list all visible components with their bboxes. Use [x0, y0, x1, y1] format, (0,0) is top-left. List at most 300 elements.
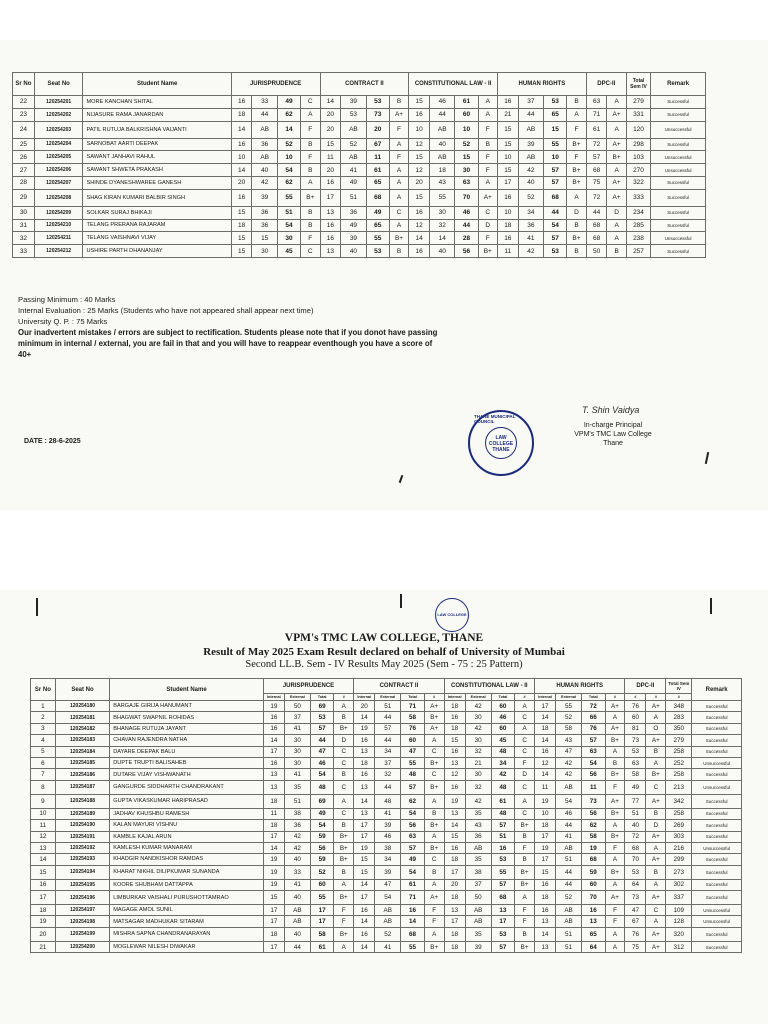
external-marks-cell: 41 [375, 808, 401, 819]
grade-cell: F [515, 916, 535, 927]
total-marks-cell: 11 [366, 151, 389, 164]
sr-no-cell: 14 [31, 854, 56, 865]
grand-total-cell: 312 [666, 941, 692, 952]
remark-cell: Successful [651, 176, 706, 189]
dpc-grade-cell: A+ [646, 854, 666, 865]
grade-cell: B+ [334, 927, 354, 941]
seat-no-cell: 120254198 [55, 916, 109, 927]
internal-marks-cell: 14 [444, 820, 465, 831]
grade-cell: B [567, 96, 587, 109]
sr-no-cell: 16 [31, 879, 56, 890]
remark-cell: Unsuccessful [692, 842, 742, 853]
col-total: Total Sem IV [626, 73, 650, 96]
dpc-grade-cell: A [607, 232, 626, 245]
total-marks-cell: 56 [401, 820, 425, 831]
col-total: Total Sem IV [666, 679, 692, 694]
note-university: University Q. P. : 75 Marks [18, 317, 108, 326]
dpc-marks-cell: 47 [625, 905, 646, 916]
internal-marks-cell: 16 [409, 245, 430, 258]
grand-total-cell: 298 [626, 138, 650, 151]
subheader-cell: Internal [444, 694, 465, 701]
student-name-cell: BHAGWAT SWAPNIL ROHIDAS [110, 712, 264, 723]
subheader-cell: Internal [263, 694, 284, 701]
grade-cell: C [515, 746, 535, 757]
dpc-marks-cell: 77 [625, 794, 646, 808]
student-name-cell: USHIRE PARTH DHANANJAY [83, 245, 231, 258]
internal-marks-cell: 19 [263, 865, 284, 879]
grade-cell: B+ [605, 769, 625, 780]
student-name-cell: GUPTA VIKASKUMAR HARIPRASAD [110, 794, 264, 808]
dpc-marks-cell: 51 [625, 808, 646, 819]
internal-marks-cell: 15 [263, 891, 284, 905]
total-marks-cell: 16 [401, 905, 425, 916]
total-marks-cell: 54 [582, 757, 606, 768]
col-seat-no: Seat No [34, 73, 83, 96]
internal-marks-cell: 15 [354, 854, 375, 865]
grade-cell: A [389, 138, 409, 151]
sr-no-cell: 32 [13, 232, 35, 245]
grade-cell: B+ [334, 842, 354, 853]
dpc-grade-cell: B+ [607, 151, 626, 164]
grade-cell: B+ [567, 176, 587, 189]
grand-total-cell: 258 [666, 769, 692, 780]
external-marks-cell: 44 [556, 865, 582, 879]
external-marks-cell: 42 [556, 757, 582, 768]
internal-marks-cell: 13 [354, 780, 375, 794]
total-marks-cell: 55 [401, 941, 425, 952]
internal-marks-cell: 19 [263, 701, 284, 712]
total-marks-cell: 17 [310, 905, 334, 916]
external-marks-cell: 51 [556, 927, 582, 941]
student-name-cell: SARNOBAT AARTI DEEPAK [83, 138, 231, 151]
internal-marks-cell: 14 [354, 879, 375, 890]
grand-total-cell: 285 [626, 219, 650, 232]
total-marks-cell: 60 [401, 735, 425, 746]
grade-cell: B+ [605, 808, 625, 819]
total-marks-cell: 57 [544, 164, 567, 177]
internal-marks-cell: 13 [535, 941, 556, 952]
total-marks-cell: 20 [366, 121, 389, 138]
internal-marks-cell: 13 [444, 757, 465, 768]
college-stamp-small: LAW COLLEGE [435, 598, 469, 632]
subheader-cell: Total [310, 694, 334, 701]
external-marks-cell: 41 [284, 723, 310, 734]
remark-cell: Successful [651, 245, 706, 258]
table-row [31, 757, 742, 768]
total-marks-cell: 46 [455, 206, 478, 219]
internal-marks-cell: 16 [231, 138, 252, 151]
total-marks-cell: 59 [310, 831, 334, 842]
dpc-marks-cell: 53 [625, 865, 646, 879]
grand-total-cell: 257 [626, 245, 650, 258]
external-marks-cell: 39 [375, 865, 401, 879]
external-marks-cell: 52 [375, 927, 401, 941]
total-marks-cell: 58 [401, 712, 425, 723]
grand-total-cell: 322 [626, 176, 650, 189]
total-marks-cell: 10 [277, 151, 300, 164]
dpc-marks-cell: 68 [586, 219, 607, 232]
total-marks-cell: 46 [310, 757, 334, 768]
internal-marks-cell: 17 [263, 941, 284, 952]
table-row [31, 865, 742, 879]
dpc-grade-cell: A [646, 712, 666, 723]
col-remark: Remark [651, 73, 706, 96]
internal-marks-cell: 20 [354, 701, 375, 712]
total-marks-cell: 57 [401, 842, 425, 853]
external-marks-cell: 44 [518, 108, 544, 121]
notes-block [18, 294, 438, 360]
internal-marks-cell: 14 [231, 121, 252, 138]
total-marks-cell: 60 [491, 701, 515, 712]
sr-no-cell: 6 [31, 757, 56, 768]
grade-cell: A [389, 219, 409, 232]
total-marks-cell: 45 [491, 735, 515, 746]
total-marks-cell: 63 [401, 831, 425, 842]
table-row [31, 746, 742, 757]
internal-marks-cell: 20 [320, 108, 341, 121]
total-marks-cell: 16 [491, 842, 515, 853]
external-marks-cell: AB [375, 905, 401, 916]
dpc-marks-cell: 57 [586, 151, 607, 164]
external-marks-cell: 34 [375, 854, 401, 865]
subheader-cell: # [424, 694, 444, 701]
internal-marks-cell: 16 [263, 723, 284, 734]
student-name-cell: KHARAT NIKHIL DILIPKUMAR SUNANDA [110, 865, 264, 879]
dpc-marks-cell: 64 [625, 879, 646, 890]
external-marks-cell: 51 [284, 794, 310, 808]
external-marks-cell: AB [429, 151, 455, 164]
grade-cell: A [605, 941, 625, 952]
dpc-grade-cell: B [646, 865, 666, 879]
external-marks-cell: AB [465, 905, 491, 916]
total-marks-cell: 61 [366, 164, 389, 177]
scan-mark [705, 452, 709, 464]
col-jurisprudence: JURISPRUDENCE [231, 73, 320, 96]
internal-marks-cell: 10 [409, 121, 430, 138]
grade-cell: C [515, 808, 535, 819]
total-marks-cell: 17 [491, 916, 515, 927]
col-human-rights: HUMAN RIGHTS [497, 73, 586, 96]
student-name-cell: SAWANT JANHAVI RAHUL [83, 151, 231, 164]
external-marks-cell: 52 [518, 189, 544, 206]
internal-marks-cell: 12 [535, 757, 556, 768]
internal-marks-cell: 14 [535, 927, 556, 941]
total-marks-cell: 60 [582, 879, 606, 890]
external-marks-cell: 34 [518, 206, 544, 219]
grade-cell: B [334, 820, 354, 831]
internal-marks-cell: 16 [497, 96, 518, 109]
dpc-grade-cell: A [646, 757, 666, 768]
grade-cell: A+ [605, 794, 625, 808]
table-row [31, 712, 742, 723]
subheader-cell: # [515, 694, 535, 701]
grade-cell: C [301, 96, 320, 109]
external-marks-cell: 40 [518, 176, 544, 189]
grade-cell: B+ [478, 245, 497, 258]
scan-mark [399, 475, 404, 483]
student-name-cell: KAMLESH KUMAR MANARAM [110, 842, 264, 853]
external-marks-cell: 42 [284, 842, 310, 853]
internal-marks-cell: 18 [263, 794, 284, 808]
internal-marks-cell: 17 [320, 189, 341, 206]
student-name-cell: KHADGIR NANDKISHOR RAMDAS [110, 854, 264, 865]
internal-marks-cell: 20 [320, 164, 341, 177]
dpc-grade-cell: B+ [646, 769, 666, 780]
grade-cell: B+ [515, 941, 535, 952]
seat-no-cell: 120254188 [55, 794, 109, 808]
note-internal: Internal Evaluation : 25 Marks (Students who have not appeared shall appear next time) [18, 306, 314, 315]
internal-marks-cell: 19 [354, 723, 375, 734]
grand-total-cell: 238 [626, 232, 650, 245]
total-marks-cell: 56 [310, 842, 334, 853]
grade-cell: A [515, 723, 535, 734]
student-name-cell: CHAVAN RAJENDRA NATHA [110, 735, 264, 746]
table-row [31, 854, 742, 865]
external-marks-cell: 33 [252, 96, 278, 109]
dpc-grade-cell: B [646, 746, 666, 757]
grand-total-cell: 270 [626, 164, 650, 177]
dpc-marks-cell: 40 [625, 820, 646, 831]
external-marks-cell: AB [556, 916, 582, 927]
grand-total-cell: 331 [626, 108, 650, 121]
sr-no-cell: 1 [31, 701, 56, 712]
dpc-marks-cell: 68 [586, 232, 607, 245]
sr-no-cell: 8 [31, 780, 56, 794]
student-name-cell: DUTARE VIJAY VISHWANATH [110, 769, 264, 780]
dpc-grade-cell: A+ [607, 176, 626, 189]
internal-marks-cell: 20 [444, 879, 465, 890]
total-marks-cell: 48 [401, 769, 425, 780]
seat-no-cell: 120254191 [55, 831, 109, 842]
grand-total-cell: 299 [666, 854, 692, 865]
table-row [13, 245, 706, 258]
external-marks-cell: 42 [465, 723, 491, 734]
principal-city: Thane [603, 440, 623, 447]
total-marks-cell: 70 [582, 891, 606, 905]
note-passing: Passing Minimum : 40 Marks [18, 295, 116, 304]
external-marks-cell: AB [556, 780, 582, 794]
total-marks-cell: 60 [310, 879, 334, 890]
internal-marks-cell: 11 [535, 780, 556, 794]
external-marks-cell: AB [252, 121, 278, 138]
total-marks-cell: 55 [310, 891, 334, 905]
total-marks-cell: 68 [491, 891, 515, 905]
grade-cell: F [478, 121, 497, 138]
sr-no-cell: 4 [31, 735, 56, 746]
grade-cell: F [334, 916, 354, 927]
results-table [30, 678, 742, 953]
seat-no-cell: 120254206 [34, 164, 83, 177]
external-marks-cell: 51 [556, 941, 582, 952]
dpc-grade-cell: O [646, 723, 666, 734]
dpc-marks-cell: 44 [586, 206, 607, 219]
grade-cell: F [478, 232, 497, 245]
date-text: DATE : 28-6-2025 [24, 438, 81, 445]
table-row [13, 219, 706, 232]
total-marks-cell: 61 [310, 941, 334, 952]
dpc-grade-cell: C [646, 780, 666, 794]
total-marks-cell: 62 [582, 820, 606, 831]
grade-cell: A+ [605, 723, 625, 734]
dpc-grade-cell: C [646, 905, 666, 916]
sr-no-cell: 27 [13, 164, 35, 177]
dpc-marks-cell: 72 [625, 831, 646, 842]
student-name-cell: SHAG KIRAN KUMARI BALBIR SINGH [83, 189, 231, 206]
internal-marks-cell: 16 [444, 780, 465, 794]
grade-cell: B [515, 927, 535, 941]
external-marks-cell: 40 [284, 854, 310, 865]
col-constitutional-law: CONSTITUTIONAL LAW - II [409, 73, 498, 96]
grade-cell: B [389, 245, 409, 258]
internal-marks-cell: 17 [354, 891, 375, 905]
total-marks-cell: 56 [582, 808, 606, 819]
grade-cell: A [424, 794, 444, 808]
external-marks-cell: 44 [375, 712, 401, 723]
internal-marks-cell: 10 [497, 206, 518, 219]
external-marks-cell: 39 [375, 820, 401, 831]
seat-no-cell: 120254212 [34, 245, 83, 258]
table-row [13, 164, 706, 177]
header-row [13, 73, 706, 96]
external-marks-cell: 52 [556, 891, 582, 905]
seat-no-cell: 120254205 [34, 151, 83, 164]
external-marks-cell: 57 [375, 723, 401, 734]
sr-no-cell: 18 [31, 905, 56, 916]
total-marks-cell: 63 [582, 746, 606, 757]
seat-no-cell: 120254182 [55, 723, 109, 734]
grade-cell: A [605, 820, 625, 831]
internal-marks-cell: 16 [444, 842, 465, 853]
sr-no-cell: 21 [31, 941, 56, 952]
external-marks-cell: AB [518, 121, 544, 138]
grand-total-cell: 337 [666, 891, 692, 905]
seat-no-cell: 120254202 [34, 108, 83, 121]
internal-marks-cell: 16 [354, 905, 375, 916]
total-marks-cell: 42 [491, 769, 515, 780]
grade-cell: F [605, 780, 625, 794]
table-row [13, 189, 706, 206]
internal-marks-cell: 13 [444, 905, 465, 916]
grade-cell: A [389, 164, 409, 177]
grade-cell: B [334, 865, 354, 879]
remark-cell: Successful [692, 712, 742, 723]
external-marks-cell: 37 [465, 879, 491, 890]
external-marks-cell: 51 [375, 701, 401, 712]
total-marks-cell: 52 [277, 138, 300, 151]
seat-no-cell: 120254195 [55, 879, 109, 890]
table-row [13, 176, 706, 189]
total-marks-cell: 49 [366, 206, 389, 219]
external-marks-cell: AB [429, 121, 455, 138]
total-marks-cell: 53 [491, 854, 515, 865]
grade-cell: F [605, 842, 625, 853]
total-marks-cell: 54 [277, 164, 300, 177]
grand-total-cell: 258 [666, 808, 692, 819]
dpc-grade-cell: D [646, 820, 666, 831]
grade-cell: B [334, 769, 354, 780]
grade-cell: F [301, 151, 320, 164]
seat-no-cell: 120254200 [55, 941, 109, 952]
external-marks-cell: 54 [556, 794, 582, 808]
seat-no-cell: 120254184 [55, 746, 109, 757]
grade-cell: C [301, 245, 320, 258]
principal-block [558, 421, 668, 448]
external-marks-cell: 44 [556, 820, 582, 831]
stamp-ring-text: THANE MUNICIPAL COUNCIL [474, 414, 516, 424]
total-marks-cell: 62 [277, 108, 300, 121]
internal-marks-cell: 13 [263, 780, 284, 794]
external-marks-cell: 42 [252, 176, 278, 189]
total-marks-cell: 44 [455, 219, 478, 232]
sr-no-cell: 12 [31, 831, 56, 842]
grade-cell: F [301, 232, 320, 245]
grade-cell: A [389, 189, 409, 206]
total-marks-cell: 46 [491, 712, 515, 723]
internal-marks-cell: 13 [320, 206, 341, 219]
dpc-grade-cell: A [607, 121, 626, 138]
total-marks-cell: 60 [491, 723, 515, 734]
dpc-grade-cell: A+ [646, 891, 666, 905]
internal-marks-cell: 17 [354, 831, 375, 842]
total-marks-cell: 14 [401, 916, 425, 927]
table-row [31, 808, 742, 819]
external-marks-cell: AB [284, 916, 310, 927]
result-subtitle-2: Second LL.B. Sem - IV Results May 2025 (Sem - 75 : 25 Pattern) [245, 659, 523, 670]
total-marks-cell: 65 [582, 927, 606, 941]
sr-no-cell: 33 [13, 245, 35, 258]
grade-cell: A+ [605, 891, 625, 905]
total-marks-cell: 53 [366, 245, 389, 258]
remark-cell: Successful [651, 206, 706, 219]
dpc-grade-cell: A [607, 164, 626, 177]
col-jurisprudence: JURISPRUDENCE [263, 679, 353, 694]
grand-total-cell: 273 [666, 865, 692, 879]
grade-cell: B [605, 757, 625, 768]
internal-marks-cell: 17 [535, 831, 556, 842]
internal-marks-cell: 11 [497, 245, 518, 258]
table-row [31, 905, 742, 916]
remark-cell: Successful [692, 865, 742, 879]
grand-total-cell: 269 [666, 820, 692, 831]
table-row [31, 879, 742, 890]
grand-total-cell: 120 [626, 121, 650, 138]
dpc-grade-cell: A [607, 219, 626, 232]
grand-total-cell: 342 [666, 794, 692, 808]
internal-marks-cell: 10 [535, 808, 556, 819]
internal-marks-cell: 16 [497, 189, 518, 206]
remark-cell: Successful [651, 219, 706, 232]
grade-cell: B+ [567, 232, 587, 245]
grade-cell: B+ [424, 780, 444, 794]
subheader-cell: # [625, 694, 646, 701]
internal-marks-cell: 14 [535, 735, 556, 746]
external-marks-cell: 42 [518, 245, 544, 258]
internal-marks-cell: 15 [320, 138, 341, 151]
internal-marks-cell: 14 [535, 769, 556, 780]
grade-cell: A+ [478, 189, 497, 206]
internal-marks-cell: 16 [320, 232, 341, 245]
total-marks-cell: 53 [544, 96, 567, 109]
internal-marks-cell: 16 [231, 96, 252, 109]
dpc-grade-cell: A+ [607, 138, 626, 151]
external-marks-cell: 18 [429, 164, 455, 177]
col-constitutional-law: CONSTITUTIONAL LAW - II [444, 679, 534, 694]
student-name-cell: TELANG VAISHNAVI VIJAY [83, 232, 231, 245]
result-sheet-page-2 [0, 590, 768, 1024]
grade-cell: B [301, 206, 320, 219]
internal-marks-cell: 15 [231, 245, 252, 258]
dpc-grade-cell: A+ [646, 794, 666, 808]
